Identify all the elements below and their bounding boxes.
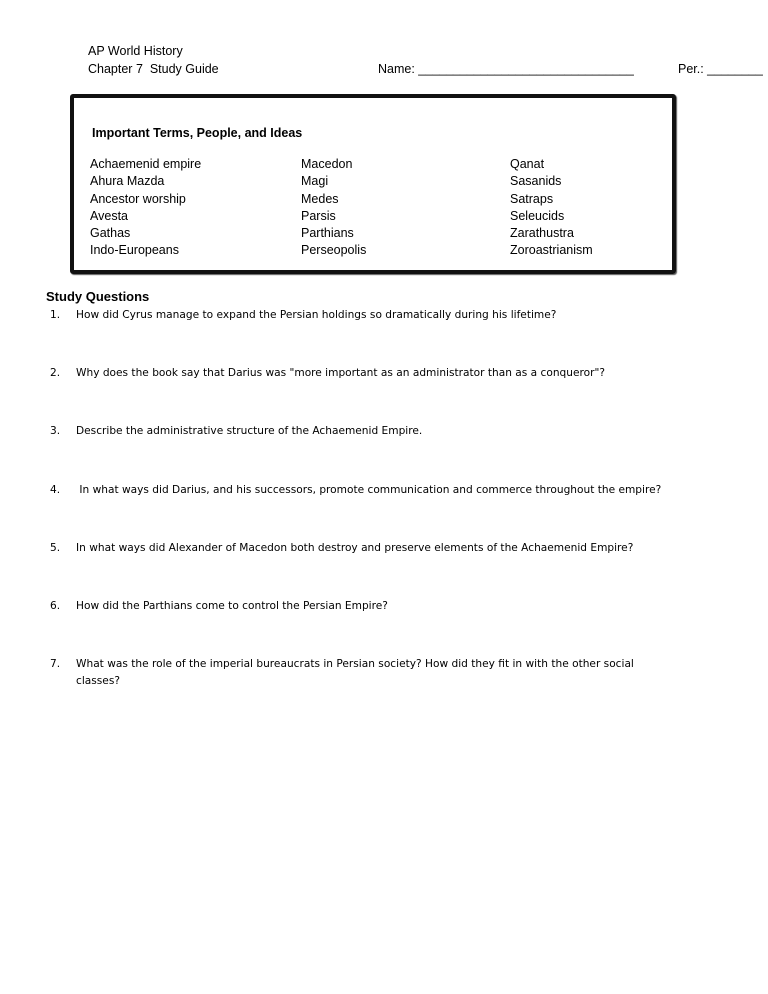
question-text: Why does the book say that Darius was "more important as an administrator than as a conqueror"?: [76, 367, 605, 379]
term: Ahura Mazda: [90, 174, 165, 189]
question-text: How did the Parthians come to control the Persian Empire?: [76, 600, 388, 612]
question-number: 1.: [50, 309, 61, 321]
term: Indo-Europeans: [90, 243, 179, 258]
terms-column-2: [301, 156, 366, 260]
question-3: [50, 423, 740, 440]
term: Parsis: [301, 208, 336, 223]
terms-column-1: [90, 156, 201, 260]
term: Seleucids: [510, 208, 565, 223]
question-number: 4.: [50, 484, 61, 496]
period-field[interactable]: Per.: ________: [678, 62, 763, 76]
question-number: 2.: [50, 367, 61, 379]
terms-box: [70, 94, 676, 274]
question-number: 5.: [50, 542, 61, 554]
question-text: Describe the administrative structure of the Achaemenid Empire.: [76, 425, 423, 437]
course-name: AP World History: [88, 44, 183, 58]
name-field[interactable]: Name: _______________________________: [378, 62, 634, 76]
term: Zarathustra: [510, 226, 574, 241]
term: Sasanids: [510, 174, 562, 189]
question-6: [50, 598, 740, 615]
document-title: Chapter 7 Study Guide: [88, 62, 219, 76]
term: Parthians: [301, 226, 354, 241]
question-4: [50, 482, 740, 499]
question-1: [50, 307, 740, 324]
question-text: In what ways did Darius, and his successors, promote communication and commerce throughout the empire?: [76, 484, 662, 496]
question-text: In what ways did Alexander of Macedon both destroy and preserve elements of the Achaemenid Empire?: [76, 542, 634, 554]
term: Ancestor worship: [90, 191, 186, 206]
term: Zoroastrianism: [510, 243, 593, 258]
term: Qanat: [510, 157, 545, 171]
question-2: [50, 365, 740, 382]
terms-column-3: [510, 156, 593, 260]
term: Magi: [301, 174, 329, 189]
terms-box-title: Important Terms, People, and Ideas: [92, 126, 303, 140]
question-number: 6.: [50, 600, 61, 612]
question-7: [50, 656, 670, 690]
term: Medes: [301, 191, 339, 206]
question-number: 3.: [50, 425, 61, 437]
question-text: What was the role of the imperial bureaucrats in Persian society? How did they fit in with the other social classes?: [76, 658, 634, 687]
term: Avesta: [90, 208, 128, 223]
study-questions-heading: Study Questions: [46, 289, 150, 304]
term: Gathas: [90, 226, 131, 241]
term: Achaemenid empire: [90, 157, 202, 171]
term: Satraps: [510, 191, 554, 206]
question-number: 7.: [50, 658, 61, 670]
term: Perseopolis: [301, 243, 367, 258]
question-5: [50, 540, 740, 557]
term: Macedon: [301, 157, 353, 171]
question-text: How did Cyrus manage to expand the Persian holdings so dramatically during his lifetime?: [76, 309, 557, 321]
